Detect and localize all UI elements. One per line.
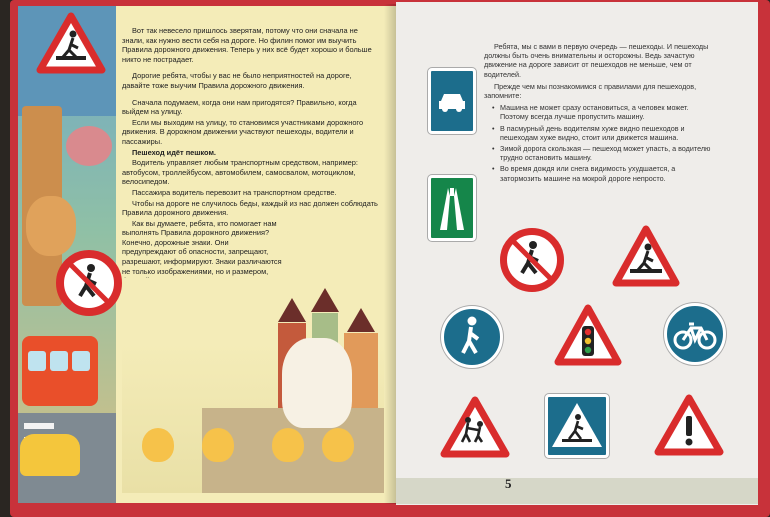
list-item: • Машина не может сразу остановиться, а человек может. Поэтому всегда лучше пропустить машину. bbox=[500, 103, 714, 121]
no-pedestrians-sign-icon bbox=[500, 228, 564, 292]
list-item: • Зимой дорога скользкая — пешеход может упасть, а водителю трудно остановить машину. bbox=[500, 144, 714, 162]
paragraph: Как вы думаете, ребята, кто помогает нам выполнять Правила дорожного движения? Конечно, дорожные знаки. Они предупреждают об опасности, запрещают, разрешают, информируют. Знаки различаются не только изображениями, но и размером, bbox=[122, 218, 282, 276]
other-danger-sign-icon bbox=[654, 394, 724, 456]
no-pedestrians-sign-icon bbox=[56, 250, 122, 316]
right-page-text bbox=[484, 42, 714, 185]
children-warning-sign-icon bbox=[440, 396, 510, 458]
paragraph: Вот так невесело пришлось зверятам, потому что они сначала не знали, как нужно вести себя на дороге. Но филин помог им выучить Правила дорожного движения. Теперь у них всё будет хорошо и больше никто не пострадает. bbox=[122, 26, 372, 64]
paragraph: Пешеход идёт пешком. bbox=[132, 147, 216, 157]
pedestrian-crossing-warning-sign-icon bbox=[612, 225, 680, 287]
pedestrian-crossing-warning-sign-icon bbox=[36, 12, 106, 74]
paragraph: Сначала подумаем, когда они нам пригодятся? Правильно, когда выйдем на улицу. bbox=[122, 97, 357, 117]
road-for-cars-sign-icon bbox=[428, 68, 476, 134]
paragraph: Прежде чем мы познакомимся с правилами для пешеходов, запомните: bbox=[484, 81, 697, 101]
paragraph: Пассажира водитель перевозит на транспортном средстве. bbox=[132, 187, 337, 197]
traffic-light-warning-sign-icon bbox=[554, 304, 622, 366]
pedestrian-path-sign-icon bbox=[441, 306, 503, 368]
motorway-sign-icon bbox=[428, 175, 476, 241]
goose-character bbox=[282, 338, 352, 428]
town-ducks-illustration bbox=[122, 278, 384, 493]
page-number: 5 bbox=[505, 476, 512, 491]
pedestrian-crossing-sign-icon bbox=[545, 394, 609, 458]
paragraph: Если мы выходим на улицу, то становимся участниками дорожного движения. В дорожном движении участвуют пешеходы, водители и пассажиры. bbox=[122, 117, 364, 146]
paragraph: Чтобы на дороге не случилось беды, каждый из нас должен соблюдать Правила дорожного движения. bbox=[122, 198, 378, 218]
list-item: • Во время дождя или снега видимость ухудшается, а затормозить машине на мокрой дороге непросто. bbox=[500, 164, 714, 182]
paragraph: Дорогие ребята, чтобы у вас не было неприятностей на дороге, давайте тоже выучим Правила дорожного движения. bbox=[122, 71, 352, 90]
list-item: • В пасмурный день водителям хуже видно пешеходов и пешеходам хуже видно, стоит или движется машина. bbox=[500, 124, 714, 142]
rules-list bbox=[500, 103, 714, 183]
paragraph: Ребята, мы с вами в первую очередь — пешеходы. И пешеходы должны быть очень внимательны и осторожны. Ведь зачастую движение на дороге зависит от пешеходов не меньше, чем от водителей. bbox=[484, 42, 709, 79]
page-bottom-strip bbox=[396, 478, 758, 504]
bicycle-path-sign-icon bbox=[664, 303, 726, 365]
paragraph: Водитель управляет любым транспортным средством, например: автобусом, троллейбусом, автомобилем, самосвалом, мотоциклом, велосипедом. bbox=[122, 158, 358, 187]
